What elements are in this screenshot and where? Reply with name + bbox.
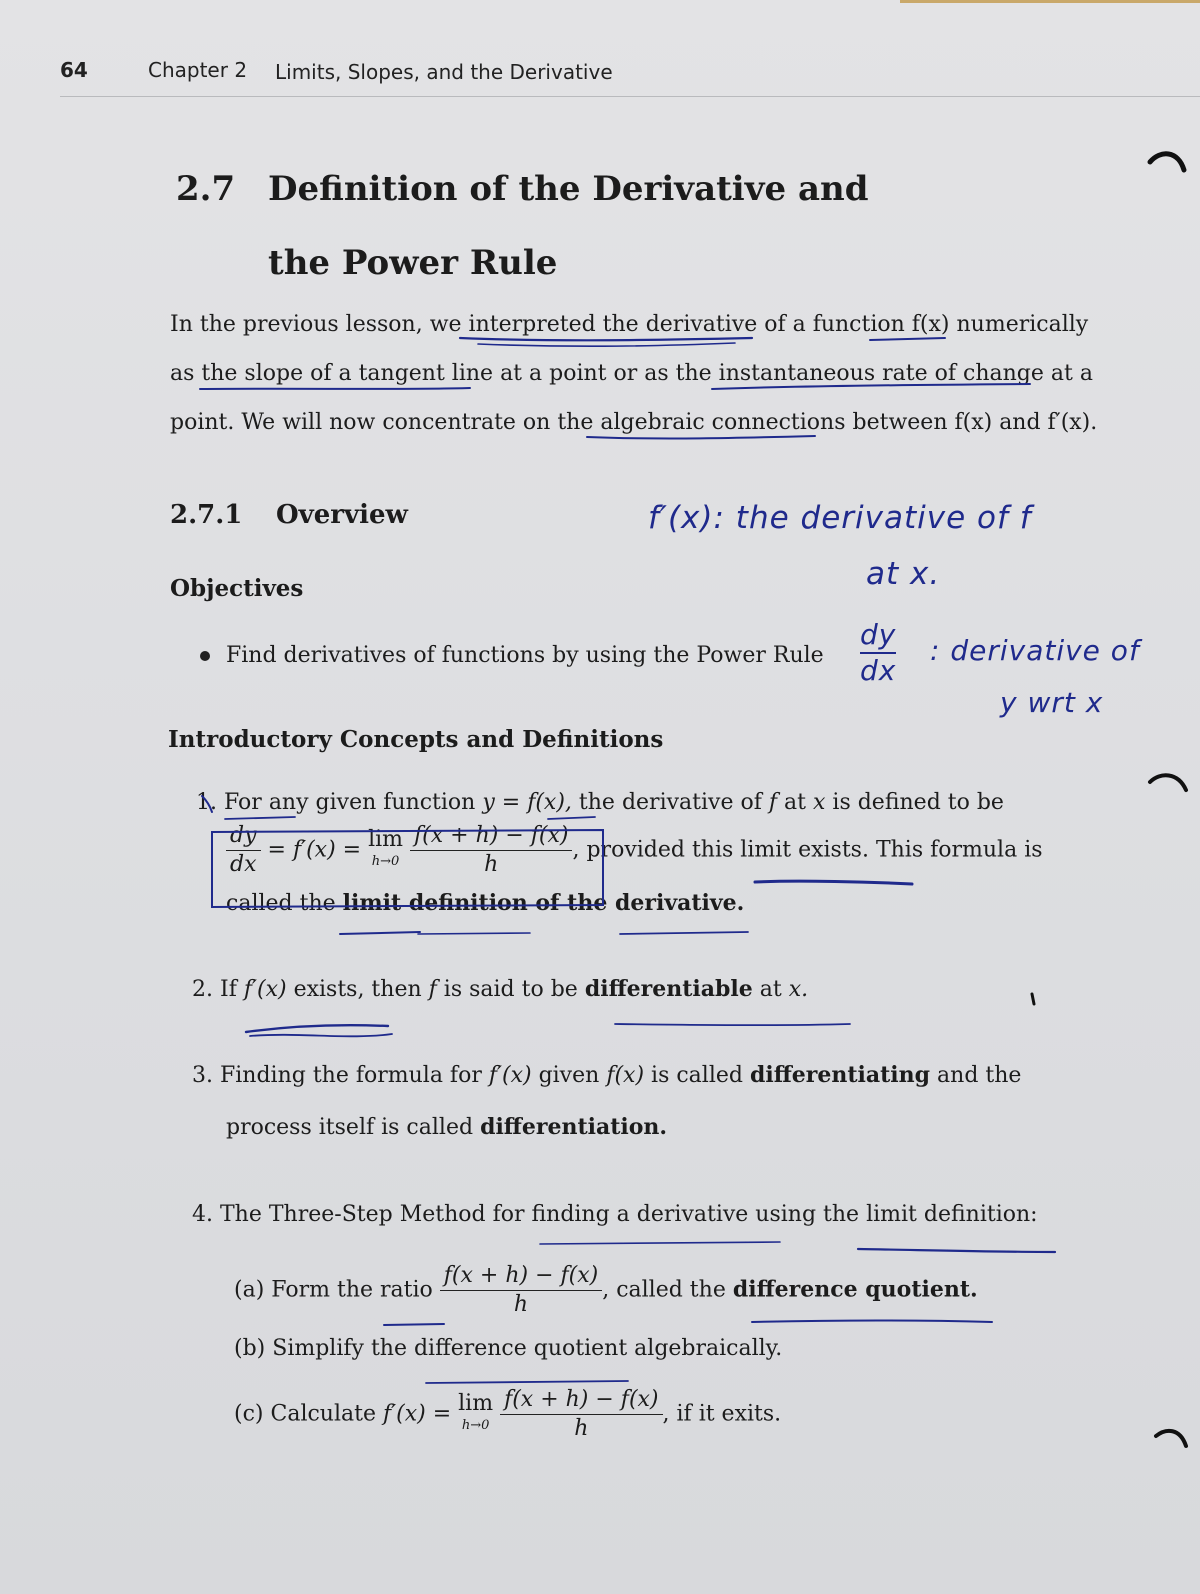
limit-subscript: h→0 <box>461 1417 490 1433</box>
step-text: Form the ratio <box>271 1277 433 1303</box>
step-label: (c) <box>234 1401 264 1427</box>
step-label: (b) <box>234 1336 266 1361</box>
handwritten-note-wrt-1: : derivative of <box>930 634 1140 667</box>
fraction-numerator: f(x + h) − f(x) <box>410 822 572 851</box>
fraction-numerator: dy <box>226 822 261 851</box>
step-text: Simplify the difference quotient algebraically. <box>272 1336 783 1361</box>
underline-mark <box>752 1321 992 1323</box>
objectives-heading: Objectives <box>170 575 304 602</box>
item-3-math: f(x) <box>606 1063 645 1088</box>
underline-mark <box>620 932 748 934</box>
underline-mark <box>225 817 295 819</box>
item-1-text: , provided this limit exists. This formula is <box>572 837 1043 863</box>
item-3-text: Finding the formula for <box>220 1063 482 1088</box>
underline-mark <box>426 1381 628 1383</box>
step-text: Calculate <box>270 1401 376 1427</box>
section-number: 2.7 <box>176 169 236 209</box>
item-2-math: f′(x) <box>243 977 287 1002</box>
handwritten-note-wrt-2: y wrt x <box>1000 686 1104 719</box>
concepts-heading: Introductory Concepts and Definitions <box>168 726 664 753</box>
item-1-text: For any given function <box>224 790 476 815</box>
fraction-denominator: dx <box>230 852 257 877</box>
underline-mark <box>418 933 530 934</box>
chapter-label: Chapter 2 <box>148 58 248 82</box>
objective-text: Find derivatives of functions by using the Power Rule <box>226 643 824 668</box>
item-3-text: process itself is called <box>226 1115 474 1140</box>
limit-subscript: h→0 <box>371 853 400 869</box>
limit-text: lim <box>368 826 404 852</box>
step-text: , called the <box>602 1277 726 1303</box>
underline-mark <box>460 338 752 340</box>
formula-middle: = f′(x) = <box>267 837 362 863</box>
underline-mark <box>548 817 595 819</box>
handwritten-note-at-x: at x. <box>866 556 941 592</box>
item-3-bold: differentiation. <box>480 1114 668 1140</box>
item-2-text: If <box>220 977 237 1002</box>
handwritten-dy: dy <box>860 618 896 654</box>
intro-line-2: as the slope of a tangent line at a point or as the instantaneous rate of change at a <box>170 361 1093 386</box>
underline-mark <box>755 881 912 884</box>
item-1-math: x <box>812 790 826 815</box>
underline-mark <box>858 1249 1055 1252</box>
fraction-denominator: h <box>513 1292 529 1317</box>
subsection-title: Overview <box>276 500 408 530</box>
step-text: , if it exits. <box>662 1401 782 1427</box>
item-2-number: 2. <box>192 977 213 1002</box>
item-3-number: 3. <box>192 1063 213 1088</box>
item-1-math: f <box>768 790 778 815</box>
underline-mark <box>200 388 470 389</box>
item-2-math: f <box>428 977 437 1002</box>
item-1-number: 1. <box>196 790 217 815</box>
subsection-number: 2.7.1 <box>170 500 243 530</box>
item-3-bold: differentiating <box>749 1062 931 1088</box>
page-corner-mark <box>1150 775 1186 790</box>
fraction-numerator: f(x + h) − f(x) <box>500 1386 662 1415</box>
fraction-denominator: h <box>484 852 499 877</box>
section-title-line1: Definition of the Derivative and <box>268 169 869 209</box>
item-3-text: given <box>538 1063 600 1088</box>
underline-mark <box>340 932 420 934</box>
intro-line-3: point. We will now concentrate on the algebraic connections between f(x) and f′(x). <box>170 410 1098 435</box>
item-1-text: called the <box>226 891 336 916</box>
underline-mark <box>478 343 735 346</box>
item-2-text: is said to be <box>443 977 578 1002</box>
underline-mark <box>615 1024 850 1025</box>
page-number: 64 <box>60 58 88 82</box>
item-4-text: The Three-Step Method for finding a derivative using the limit definition: <box>220 1202 1038 1227</box>
item-1-text: is defined to be <box>832 790 1004 815</box>
page-corner-mark <box>1156 1431 1186 1446</box>
underline-mark <box>712 384 1030 389</box>
handwritten-dx: dx <box>860 654 897 687</box>
item-1-text: at <box>784 790 806 815</box>
item-2-math: x. <box>788 977 809 1002</box>
step-label: (a) <box>234 1277 265 1303</box>
item-3-text: is called <box>651 1063 743 1088</box>
underline-mark <box>540 1242 780 1244</box>
item-2-text: at <box>759 977 782 1002</box>
fraction-denominator: h <box>574 1416 589 1441</box>
underline-mark <box>587 436 815 439</box>
underline-mark <box>870 338 945 340</box>
section-title-line2: the Power Rule <box>268 243 558 283</box>
underline-mark <box>384 1324 444 1325</box>
chapter-title: Limits, Slopes, and the Derivative <box>275 60 613 84</box>
item-1-bold: limit definition of the derivative. <box>342 890 745 916</box>
ink-dot <box>1032 994 1034 1004</box>
intro-line-1: In the previous lesson, we interpreted the derivative of a function f(x) numerically <box>170 312 1089 337</box>
item-1-text: the derivative of <box>578 790 762 815</box>
item-4-number: 4. <box>192 1202 213 1227</box>
underline-mark <box>202 796 212 812</box>
step-bold: difference quotient. <box>732 1276 978 1303</box>
underline-mark <box>246 1025 388 1032</box>
item-1-math: y = f(x), <box>482 790 572 815</box>
item-3-math: f′(x) <box>488 1063 532 1088</box>
item-3-text: and the <box>937 1063 1022 1088</box>
item-2-bold: differentiable <box>584 976 753 1002</box>
formula-box <box>212 830 603 907</box>
limit-text: lim <box>458 1390 494 1416</box>
step-math: f′(x) = <box>383 1401 452 1427</box>
handwritten-note-derivative: f′(x): the derivative of f <box>648 500 1032 536</box>
fraction-numerator: f(x + h) − f(x) <box>440 1262 602 1291</box>
underline-mark <box>250 1034 392 1036</box>
page-corner-mark <box>1150 154 1184 170</box>
item-2-text: exists, then <box>293 977 422 1002</box>
